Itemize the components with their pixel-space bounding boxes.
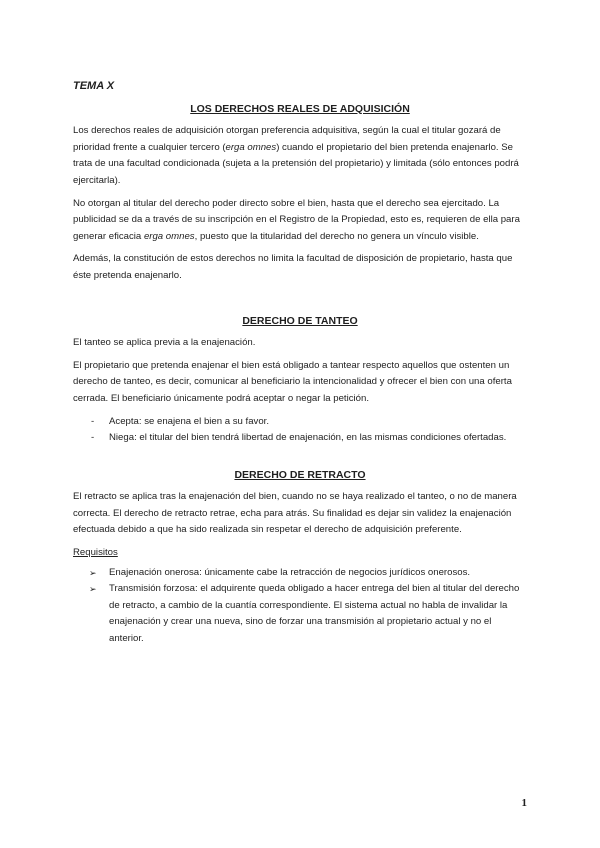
- tanteo-paragraph-1: El tanteo se aplica previa a la enajenación.: [73, 337, 256, 349]
- intro-paragraph-1: Los derechos reales de adquisición otorgan preferencia adquisitiva, según la cual el titular gozará de prioridad frente a cualquier tercero (erga omnes) cuando el propietario del bien pretenda enajenarlo. Se trata de una facultad condicionada (sujeta a la pretensión del propietario) y limitada (sólo entonces podrá ejercitarla).: [73, 125, 519, 186]
- list-item: - Niega: el titular del bien tendrá libertad de enajenación, en las mismas condiciones ofertadas.: [73, 430, 527, 447]
- intro-paragraph-2: No otorgan al titular del derecho poder directo sobre el bien, hasta que el derecho sea ejercitado. La publicidad se da a través de su inscripción en el Registro de la Propiedad, esto es, requieren de ella para generar eficacia erga omnes, puesto que la titularidad del derecho no genera un vínculo visible.: [73, 197, 520, 242]
- topic-label: TEMA X: [73, 80, 115, 92]
- tanteo-options-list: [73, 414, 527, 447]
- tanteo-heading: DERECHO DE TANTEO: [242, 314, 358, 327]
- requisitos-label: Requisitos: [73, 547, 118, 559]
- retracto-paragraph-1: El retracto se aplica tras la enajenación del bien, cuando no se haya realizado el tanteo, o no de manera correcta. El derecho de retracto retrae, echa para atrás. Su finalidad es dejar sin validez la enajenación efectuada debido a que ha sido realizada sin respetar el derecho de adquisición preferente.: [73, 491, 517, 536]
- requisitos-list: [73, 565, 527, 648]
- dash-bullet: -: [91, 432, 95, 444]
- tanteo-paragraph-2: El propietario que pretenda enajenar el bien está obligado a tantear respecto aquellos que ostenten un derecho de tanteo, es decir, comunicar al beneficiario la intencionalidad y ofrecer el bien con una oferta cerrada. El beneficiario únicamente podrá aceptar o negar la petición.: [73, 359, 512, 404]
- list-item: ➢ Transmisión forzosa: el adquirente queda obligado a hacer entrega del bien al titular del derecho de retracto, a cambio de la cuantía correspondiente. El sistema actual no habla de invalidar la enajenación y crear una nueva, sino de forzar una transmisión al propietario actual y no el anterior.: [89, 583, 520, 645]
- list-item: - Acepta: se enajena el bien a su favor.: [73, 414, 527, 431]
- arrow-bullet-icon: ➢: [89, 584, 97, 595]
- list-item: ➢ Enajenación onerosa: únicamente cabe la retracción de negocios jurídicos onerosos.: [73, 565, 527, 582]
- retracto-heading: DERECHO DE RETRACTO: [234, 468, 366, 481]
- dash-bullet: -: [91, 415, 95, 427]
- intro-paragraph-3: Además, la constitución de estos derechos no limita la facultad de disposición de propietario, hasta que éste pretenda enajenarlo.: [73, 253, 513, 281]
- page-number: 1: [521, 797, 527, 809]
- document-title: LOS DERECHOS REALES DE ADQUISICIÓN: [190, 102, 410, 115]
- arrow-bullet-icon: ➢: [89, 567, 97, 578]
- document-body: [73, 78, 527, 648]
